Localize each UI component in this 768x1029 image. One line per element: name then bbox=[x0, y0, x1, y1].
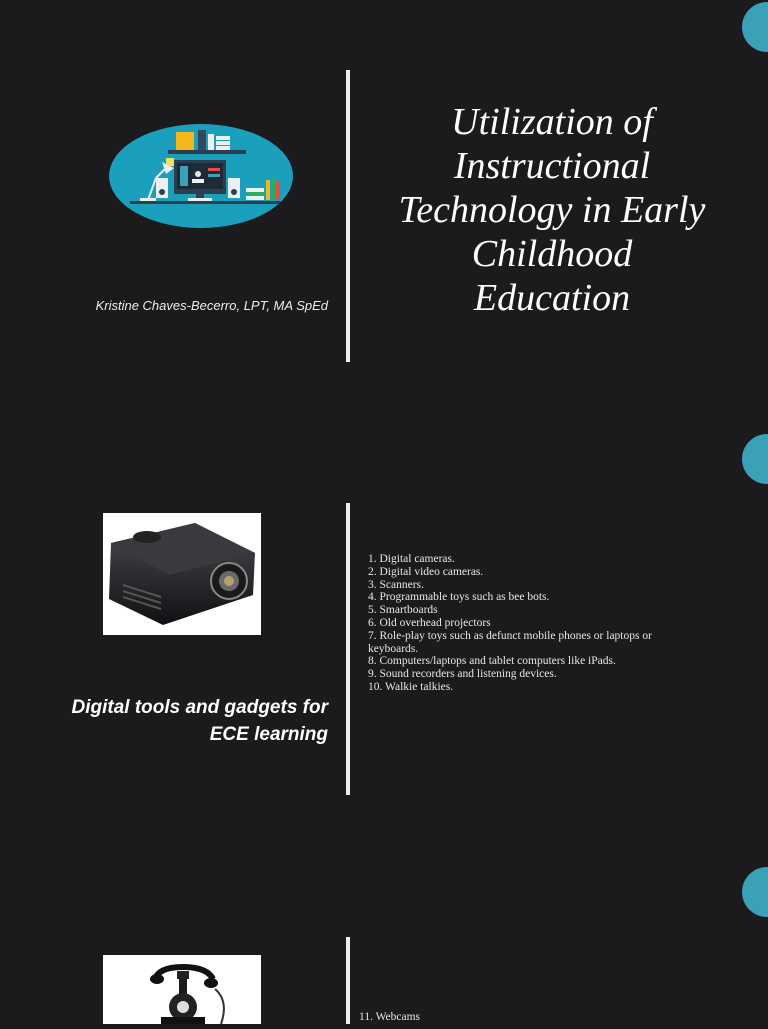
list-item: 9. Sound recorders and listening devices. bbox=[368, 668, 557, 681]
list-item: 1. Digital cameras. bbox=[368, 553, 455, 565]
list-item: 5. Smartboards bbox=[368, 604, 438, 617]
list-item: 2. Digital video cameras. bbox=[368, 565, 484, 578]
section-subtitle: Digital tools and gadgets for ECE learning bbox=[71, 697, 328, 745]
list-item: 10. Walkie talkies. bbox=[368, 680, 454, 693]
list-item: 4. Programmable toys such as bee bots. bbox=[368, 591, 550, 604]
author-credit: Kristine Chaves-Becerro, LPT, MA SpEd bbox=[95, 298, 328, 313]
list-item: 6. Old overhead projectors bbox=[368, 616, 491, 629]
slide-marker-dot bbox=[742, 867, 768, 917]
list-item: 3. Scanners. bbox=[368, 578, 424, 591]
list-item: 11. Webcams bbox=[359, 1011, 421, 1023]
telephone-image bbox=[103, 955, 261, 1024]
list-item: 7. Role-play toys such as defunct mobile phones or laptops or keyboards. bbox=[368, 629, 652, 655]
list-item: 8. Computers/laptops and tablet computers like iPads. bbox=[368, 655, 616, 668]
page-title: Utilization of Instructional Technology in Early Childhood Education bbox=[398, 101, 706, 319]
vertical-divider bbox=[346, 937, 350, 1024]
telephone-icon bbox=[103, 955, 261, 1024]
tools-list-continued bbox=[359, 1011, 689, 1024]
